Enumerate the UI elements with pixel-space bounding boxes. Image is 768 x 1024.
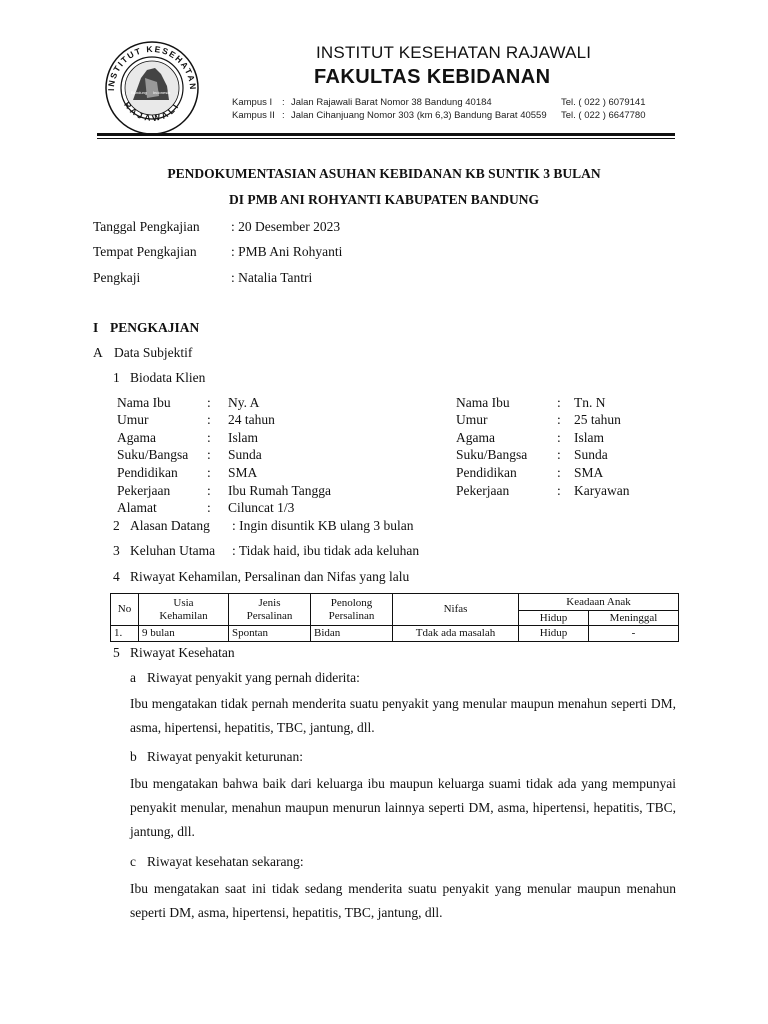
bio-right-value: Sunda [574,447,608,462]
item4-number: 4 [113,569,120,584]
bio-right-value: 25 tahun [574,412,621,427]
bio-right-label: Umur [456,412,488,427]
cell-no: 1. [111,626,139,642]
bio-left-colon: : [207,465,211,480]
logo-inner-right: Indonesia [153,90,171,95]
bio-right-value: Karyawan [574,483,630,498]
letterhead-rule-thick [97,133,675,136]
bio-left-value: Sunda [228,447,262,462]
document-title-line2: DI PMB ANI ROHYANTI KABUPATEN BANDUNG [229,192,539,207]
item2-value: : Ingin disuntik KB ulang 3 bulan [232,518,414,533]
item1-number: 1 [113,370,120,385]
bio-left-colon: : [207,447,211,462]
sub-a-letter: a [130,670,136,685]
meta-value-tanggal: : 20 Desember 2023 [231,219,341,234]
subsection-letter: A [93,345,103,360]
bio-right-value: Tn. N [574,395,606,410]
cell-penolong: Bidan [311,626,393,642]
bio-right-value: SMA [574,465,604,480]
bio-left-value: Ny. A [228,395,260,410]
bio-left-value: SMA [228,465,258,480]
col-header-jenis-2: Persalinan [246,609,293,622]
campus2-label: Kampus II [232,110,275,121]
bio-left-colon: : [207,395,211,410]
campus1-phone: Tel. ( 022 ) 6079141 [561,97,646,108]
faculty-name: FAKULTAS KEBIDANAN [314,66,551,88]
sub-c-title: Riwayat kesehatan sekarang: [147,854,304,869]
col-header-usia-1: Usia [173,596,194,609]
logo-inner-left: Bandung [131,90,148,95]
bio-left-value: Ciluncat 1/3 [228,500,295,515]
campus1-address: Jalan Rajawali Barat Nomor 38 Bandung 40184 [291,97,492,108]
bio-left-colon: : [207,430,211,445]
campus2-colon: : [282,110,285,121]
bio-left-label: Nama Ibu [117,395,171,410]
institute-name: INSTITUT KESEHATAN RAJAWALI [316,43,592,62]
col-header-jenis-1: Jenis [258,596,281,609]
cell-nifas: Tdak ada masalah [393,626,519,642]
campus1-label: Kampus I [232,97,273,108]
meta-label-tempat: Tempat Pengkajian [93,244,197,259]
bio-left-label: Pekerjaan [117,483,171,498]
bio-left-colon: : [207,412,211,427]
bio-right-colon: : [557,395,561,410]
campus2-address: Jalan Cihanjuang Nomor 303 (km 6,3) Bandung Barat 40559 [291,110,547,121]
bio-right-label: Pekerjaan [456,483,510,498]
letterhead-rule-thin [97,138,675,139]
col-header-penolong-1: Penolong [330,596,373,609]
bio-left-label: Pendidikan [117,465,178,480]
col-header-meninggal: Meninggal [589,611,679,626]
bio-left-colon: : [207,483,211,498]
institution-logo [97,38,207,136]
col-header-usia-2: Kehamilan [159,609,208,622]
sub-b-letter: b [130,749,137,764]
col-header-hidup: Hidup [519,611,589,626]
col-header-no: No [111,594,139,626]
campus2-phone: Tel. ( 022 ) 6647780 [561,110,646,121]
item2-number: 2 [113,518,120,533]
bio-left-label: Agama [117,430,156,445]
bio-right-value: Islam [574,430,604,445]
bio-right-label: Suku/Bangsa [456,447,528,462]
cell-jenis: Spontan [229,626,311,642]
section-title: PENGKAJIAN [110,320,200,335]
cell-hidup: Hidup [519,626,589,642]
meta-value-tempat: : PMB Ani Rohyanti [231,244,343,259]
item1-title: Biodata Klien [130,370,206,385]
item5-title: Riwayat Kesehatan [130,645,235,660]
sub-c-letter: c [130,854,136,869]
col-header-usia [139,594,229,626]
pregnancy-history-table [110,593,679,642]
item3-value: : Tidak haid, ibu tidak ada keluhan [232,543,420,558]
bio-left-label: Suku/Bangsa [117,447,189,462]
section-number: I [93,320,99,335]
document-title-line1: PENDOKUMENTASIAN ASUHAN KEBIDANAN KB SUNTIK 3 BULAN [167,166,601,181]
bio-left-colon: : [207,500,211,515]
bio-left-label: Umur [117,412,149,427]
sub-b-title: Riwayat penyakit keturunan: [147,749,303,764]
bio-left-label: Alamat [117,500,157,515]
item2-title: Alasan Datang [130,518,210,533]
bio-right-label: Agama [456,430,495,445]
sub-c-text: Ibu mengatakan saat ini tidak sedang menderita suatu penyakit yang menular maupun menahun seperti DM, asma, hipertensi, hepatitis, TBC, jantung, dll. [130,881,676,920]
bio-left-value: 24 tahun [228,412,275,427]
bio-right-colon: : [557,430,561,445]
item3-number: 3 [113,543,120,558]
meta-label-tanggal: Tanggal Pengkajian [93,219,200,234]
bio-right-colon: : [557,447,561,462]
bio-right-colon: : [557,412,561,427]
bio-left-value: Islam [228,430,258,445]
item3-title: Keluhan Utama [130,543,216,558]
bio-right-colon: : [557,483,561,498]
bio-left-value: Ibu Rumah Tangga [228,483,332,498]
col-header-penolong [311,594,393,626]
col-header-penolong-2: Persalinan [328,609,375,622]
subsection-title: Data Subjektif [114,345,193,360]
meta-value-pengkaji: : Natalia Tantri [231,270,313,285]
sub-b-text: Ibu mengatakan bahwa baik dari keluarga ibu maupun keluarga suami tidak ada yang mempunyai penyakit menular, menahun maupun menurun lainnya seperti DM, asma, hipertensi, hepatitis, TBC, jantung, dll. [130,776,676,839]
bio-right-colon: : [557,465,561,480]
col-header-nifas: Nifas [393,594,519,626]
sub-a-title: Riwayat penyakit yang pernah diderita: [147,670,360,685]
campus1-colon: : [282,97,285,108]
item5-number: 5 [113,645,120,660]
meta-label-pengkaji: Pengkaji [93,270,141,285]
cell-meninggal: - [589,626,679,642]
item4-title: Riwayat Kehamilan, Persalinan dan Nifas yang lalu [130,569,410,584]
logo-ring-top-text: INSTITUT KESEHATAN [105,43,199,92]
bio-right-label: Nama Ibu [456,395,510,410]
bio-right-label: Pendidikan [456,465,517,480]
sub-a-text: Ibu mengatakan tidak pernah menderita suatu penyakit yang menular maupun menahun seperti DM, asma, hipertensi, hepatitis, TBC, jantung, dll. [130,696,676,735]
col-header-jenis [229,594,311,626]
cell-usia: 9 bulan [139,626,229,642]
col-header-keadaan-anak: Keadaan Anak [519,594,679,611]
table-row [111,626,679,642]
logo-ring-bottom-text: RAJAWALI [122,99,182,124]
